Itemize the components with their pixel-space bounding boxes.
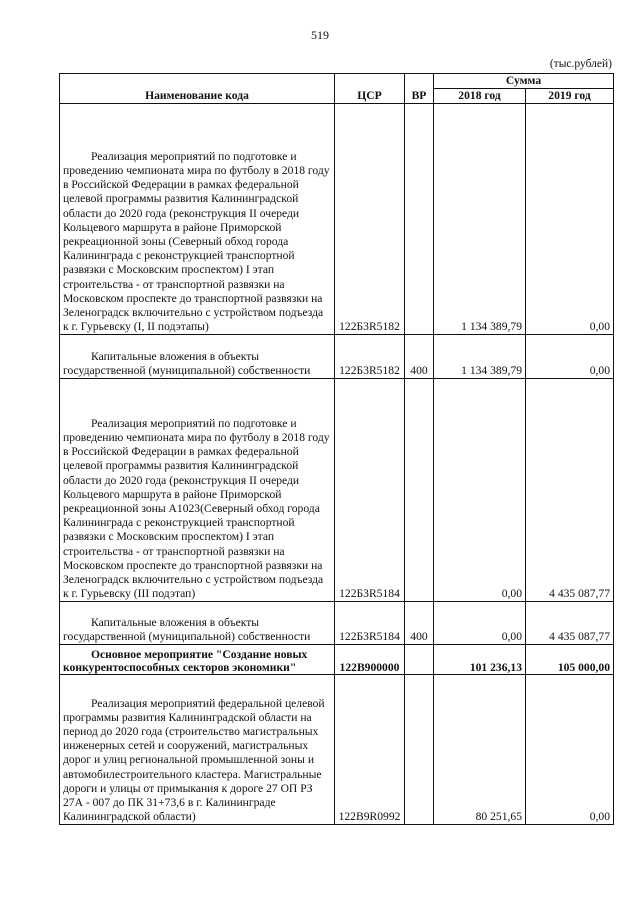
row-name bbox=[60, 645, 335, 675]
budget-table bbox=[59, 73, 614, 825]
row-name-text: Реализация мероприятий по подготовке и проведению чемпионата мира по футболу в 2018 году в Российской Федерации в рамках федеральной целевой программы развития Калининградской области до 2020 года (реконструкция II очереди Кольцевого маршрута в районе Приморской рекреационной зоны А1023(Северный обход города Калининграда с реконструкцией транспортной развязки с Московским проспектом) I этап строительства - от транспортной развязки на Московском проспекте до транспортной развязки на Зеленоградск включительно с устройством подъезда к г. Гурьевску (III подэтап) bbox=[63, 416, 330, 601]
table-row bbox=[60, 104, 614, 335]
row-name-text: Основное мероприятие "Создание новых конкурентоспособных секторов экономики" bbox=[63, 648, 308, 675]
header-name: Наименование кода bbox=[60, 74, 335, 104]
row-name bbox=[60, 379, 335, 602]
units-label: (тыс.рублей) bbox=[549, 58, 612, 70]
row-vr bbox=[405, 104, 434, 335]
row-csr: 122Б3R5184 bbox=[335, 379, 405, 602]
row-csr: 122В900000 bbox=[335, 645, 405, 675]
header-sum: Сумма bbox=[434, 74, 614, 89]
header-csr: ЦСР bbox=[335, 74, 405, 104]
row-name-text: Капитальные вложения в объекты государственной (муниципальной) собственности bbox=[63, 616, 311, 644]
row-name bbox=[60, 335, 335, 379]
row-2018: 1 134 389,79 bbox=[434, 335, 526, 379]
row-vr: 400 bbox=[405, 335, 434, 379]
header-year-2018: 2018 год bbox=[434, 89, 526, 104]
row-csr: 122В9R0992 bbox=[335, 675, 405, 825]
header-row bbox=[60, 74, 614, 89]
row-2019: 0,00 bbox=[526, 104, 614, 335]
row-2019: 4 435 087,77 bbox=[526, 379, 614, 602]
row-name bbox=[60, 602, 335, 645]
row-2019: 105 000,00 bbox=[526, 645, 614, 675]
row-name-text: Капитальные вложения в объекты государственной (муниципальной) собственности bbox=[63, 350, 311, 378]
row-csr: 122Б3R5182 bbox=[335, 104, 405, 335]
table-row bbox=[60, 675, 614, 825]
row-vr: 400 bbox=[405, 602, 434, 645]
table-row-main-activity bbox=[60, 645, 614, 675]
row-name-text: Реализация мероприятий федеральной целевой программы развития Калининградской области на период до 2020 года (строительство магистральных инженерных сетей и сооружений, магистральных дорог и улиц региональной промышленной зоны и автомобилестроительного кластера. Магистральные дороги и улицы от примыкания к дороге 27 ОП РЗ 27А - 007 до ПК 31+73,6 в г. Калининграде Калининградской области) bbox=[63, 696, 325, 824]
row-vr bbox=[405, 675, 434, 825]
row-name bbox=[60, 104, 335, 335]
page-number: 519 bbox=[311, 28, 329, 42]
header-year-2019: 2019 год bbox=[526, 89, 614, 104]
row-2019: 4 435 087,77 bbox=[526, 602, 614, 645]
row-csr: 122Б3R5184 bbox=[335, 602, 405, 645]
row-2018: 0,00 bbox=[434, 379, 526, 602]
row-2019: 0,00 bbox=[526, 675, 614, 825]
row-csr: 122Б3R5182 bbox=[335, 335, 405, 379]
row-2018: 0,00 bbox=[434, 602, 526, 645]
row-2018: 101 236,13 bbox=[434, 645, 526, 675]
table-row bbox=[60, 335, 614, 379]
table-row bbox=[60, 379, 614, 602]
row-vr bbox=[405, 645, 434, 675]
row-2019: 0,00 bbox=[526, 335, 614, 379]
row-name-text: Реализация мероприятий по подготовке и проведению чемпионата мира по футболу в 2018 году в Российской Федерации в рамках федеральной целевой программы развития Калининградской области до 2020 года (реконструкция II очереди Кольцевого маршрута в районе Приморской рекреационной зоны (Северный обход города Калининграда с реконструкцией транспортной развязки с Московским проспектом) I этап строительства - от транспортной развязки на Московском проспекте до транспортной развязки на Зеленоградск включительно с устройством подъезда к г. Гурьевску (I, II подэтапы) bbox=[63, 149, 330, 334]
row-2018: 80 251,65 bbox=[434, 675, 526, 825]
table-row bbox=[60, 602, 614, 645]
row-vr bbox=[405, 379, 434, 602]
header-vr: ВР bbox=[405, 74, 434, 104]
row-2018: 1 134 389,79 bbox=[434, 104, 526, 335]
row-name bbox=[60, 675, 335, 825]
